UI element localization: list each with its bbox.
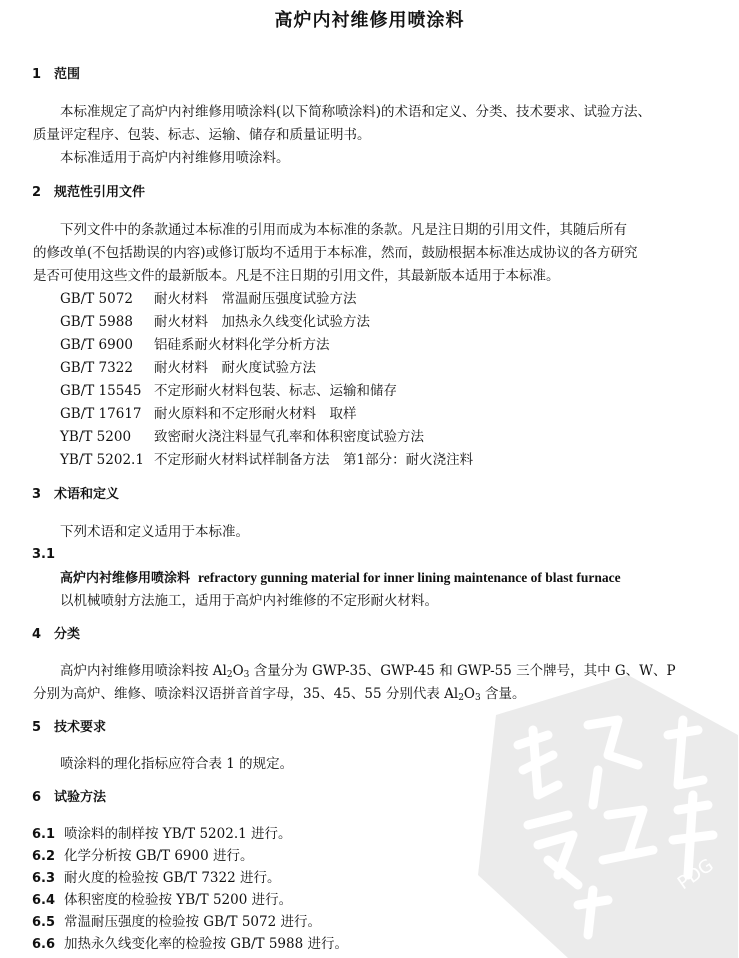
section-1-heading xyxy=(32,67,80,83)
section-2-title: 规范性引用文件 xyxy=(54,185,146,200)
document-title: 高炉内衬维修用喷涂料 xyxy=(274,10,465,31)
reference-item xyxy=(60,452,473,468)
reference-item xyxy=(60,383,397,399)
subscript: 2 xyxy=(226,670,233,680)
watermark-seal xyxy=(478,675,738,958)
section-5-heading xyxy=(32,720,106,736)
text-run: 分别为高炉、维修、喷涂料汉语拼音首字母，35、45、55 分别代表 Al xyxy=(33,686,459,702)
clause-text: 体积密度的检验按 YB/T 5200 进行。 xyxy=(64,892,293,908)
test-method-item xyxy=(32,870,281,887)
section-2-para-line-3: 是否可使用这些文件的最新版本。凡是不注日期的引用文件，其最新版本适用于本标准。 xyxy=(33,268,560,284)
test-method-item xyxy=(32,826,292,843)
reference-title: 不定形耐火材料包装、标志、运输和储存 xyxy=(154,383,397,399)
section-4-heading xyxy=(32,627,80,643)
section-6-number: 6 xyxy=(32,790,42,805)
section-1-para-1-line-1: 本标准规定了高炉内衬维修用喷涂料(以下简称喷涂料)的术语和定义、分类、技术要求、试验方法、 xyxy=(60,104,652,120)
section-5-title: 技术要求 xyxy=(54,720,107,735)
clause-text: 加热永久线变化率的检验按 GB/T 5988 进行。 xyxy=(64,936,348,952)
test-method-item xyxy=(32,914,321,931)
reference-title: 耐火原料和不定形耐火材料 取样 xyxy=(154,406,357,422)
section-6-title: 试验方法 xyxy=(54,790,107,805)
test-method-item xyxy=(32,848,254,865)
reference-code: GB/T 5072 xyxy=(60,291,133,307)
reference-title: 耐火材料 常温耐压强度试验方法 xyxy=(154,291,357,307)
term-chinese: 高炉内衬维修用喷涂料 xyxy=(60,571,191,586)
section-2-number: 2 xyxy=(32,185,42,200)
clause-number: 6.2 xyxy=(32,849,56,864)
section-2-para-line-2: 的修改单(不包括勘误的内容)或修订版均不适用于本标准，然而，鼓励根据本标准达成协议的各方研究 xyxy=(33,245,638,261)
term-english: refractory gunning material for inner lining maintenance of blast furnace xyxy=(198,570,621,585)
clause-text: 耐火度的检验按 GB/T 7322 进行。 xyxy=(64,870,281,886)
clause-number: 6.5 xyxy=(32,915,56,930)
reference-code: GB/T 7322 xyxy=(60,360,133,376)
section-3-heading xyxy=(32,487,119,503)
term-definition: 以机械喷射方法施工，适用于高炉内衬维修的不定形耐火材料。 xyxy=(60,593,438,609)
reference-code: GB/T 5988 xyxy=(60,314,133,330)
section-1-number: 1 xyxy=(32,67,42,82)
section-2-heading xyxy=(32,185,145,201)
section-6-heading xyxy=(32,790,106,806)
reference-code: GB/T 15545 xyxy=(60,383,142,399)
section-3-para: 下列术语和定义适用于本标准。 xyxy=(60,524,249,540)
section-1-para-1-line-2: 质量评定程序、包装、标志、运输、储存和质量证明书。 xyxy=(33,127,371,143)
section-5-para: 喷涂料的理化指标应符合表 1 的规定。 xyxy=(60,756,294,772)
clause-number: 6.4 xyxy=(32,893,56,908)
clause-text: 常温耐压强度的检验按 GB/T 5072 进行。 xyxy=(64,914,321,930)
reference-title: 耐火材料 耐火度试验方法 xyxy=(154,360,316,376)
section-2-para-line-1: 下列文件中的条款通过本标准的引用而成为本标准的条款。凡是注日期的引用文件，其随后所有 xyxy=(60,222,627,238)
reference-title: 不定形耐火材料试样制备方法 第1部分：耐火浇注料 xyxy=(154,452,474,468)
clause-number: 6.6 xyxy=(32,937,56,952)
text-run: 含量分为 GWP-35、GWP-45 和 GWP-55 三个牌号，其中 G、W、P xyxy=(249,663,676,679)
reference-title: 耐火材料 加热永久线变化试验方法 xyxy=(154,314,370,330)
test-method-item xyxy=(32,936,348,953)
test-method-item xyxy=(32,892,292,909)
reference-code: YB/T 5200 xyxy=(60,429,132,445)
text-run: O xyxy=(232,663,244,679)
section-1-para-2: 本标准适用于高炉内衬维修用喷涂料。 xyxy=(60,150,290,166)
text-run: 高炉内衬维修用喷涂料按 Al xyxy=(60,663,227,679)
reference-item xyxy=(60,429,424,445)
term-line xyxy=(60,570,621,587)
reference-item xyxy=(60,360,316,376)
section-4-title: 分类 xyxy=(54,627,81,642)
section-5-number: 5 xyxy=(32,720,42,735)
watermark-text: PDG xyxy=(673,854,718,895)
subscript: 3 xyxy=(243,670,250,680)
section-3-title: 术语和定义 xyxy=(54,487,120,502)
section-4-para-line-2 xyxy=(33,686,526,706)
section-3-number: 3 xyxy=(32,487,42,502)
subsection-3-1-number: 3.1 xyxy=(32,547,56,562)
section-1-title: 范围 xyxy=(54,67,81,82)
reference-item xyxy=(60,291,357,307)
clause-number: 6.1 xyxy=(32,827,56,842)
clause-text: 喷涂料的制样按 YB/T 5202.1 进行。 xyxy=(64,826,292,842)
reference-title: 致密耐火浇注料显气孔率和体积密度试验方法 xyxy=(154,429,424,445)
reference-code: GB/T 17617 xyxy=(60,406,142,422)
clause-text: 化学分析按 GB/T 6900 进行。 xyxy=(64,848,254,864)
subscript: 2 xyxy=(458,693,464,703)
reference-item xyxy=(60,314,370,330)
clause-number: 6.3 xyxy=(32,871,56,886)
section-4-number: 4 xyxy=(32,627,42,642)
reference-code: GB/T 6900 xyxy=(60,337,133,353)
reference-item xyxy=(60,406,357,422)
reference-title: 铝硅系耐火材料化学分析方法 xyxy=(154,337,330,353)
reference-code: YB/T 5202.1 xyxy=(60,452,144,468)
reference-item xyxy=(60,337,330,353)
text-run: O xyxy=(463,686,475,702)
subscript: 3 xyxy=(475,693,481,703)
text-run: 含量。 xyxy=(480,686,526,702)
